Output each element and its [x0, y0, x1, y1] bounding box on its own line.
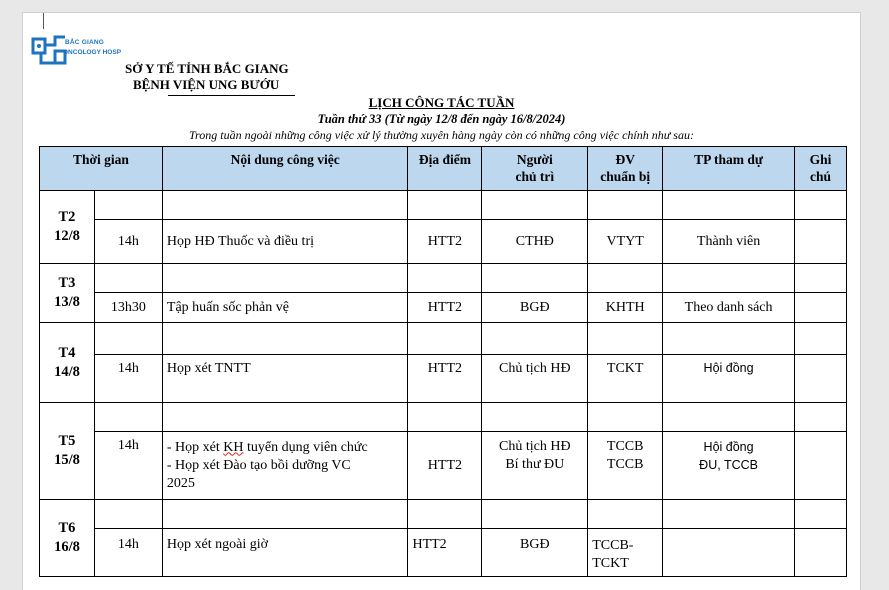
table-row — [40, 403, 847, 432]
prep-cell: TCKT — [588, 355, 663, 403]
org-name-hospital: BỆNH VIỆN UNG BƯỚU — [133, 77, 280, 92]
attend-cell: Theo danh sách — [663, 293, 795, 323]
attend-cell: Hội đồng ĐU, TCCB — [663, 432, 795, 500]
place-cell: HTT2 — [408, 220, 482, 264]
table-header-row — [40, 147, 847, 191]
table-row — [40, 500, 847, 529]
col-header-attend: TP tham dự — [663, 147, 795, 191]
place-cell: HTT2 — [408, 293, 482, 323]
time-cell: 14h — [94, 355, 162, 403]
table-row — [40, 432, 847, 500]
content-cell — [162, 432, 408, 500]
table-row — [40, 220, 847, 264]
host-cell: CTHĐ — [482, 220, 588, 264]
table-row — [40, 355, 847, 403]
margin-marker — [43, 13, 44, 29]
col-header-prep: ĐV chuẩn bị — [588, 147, 663, 191]
time-cell: 14h — [94, 432, 162, 500]
col-header-time: Thời gian — [40, 147, 163, 191]
col-header-content: Nội dung công việc — [162, 147, 408, 191]
logo-text: BẮC GIANG — [65, 39, 104, 46]
table-row — [40, 529, 847, 577]
time-cell: 14h — [94, 220, 162, 264]
content-cell: Tập huấn sốc phản vệ — [162, 293, 408, 323]
host-cell: BGĐ — [482, 529, 588, 577]
document-subtitle: Tuần thứ 33 (Từ ngày 12/8 đến ngày 16/8/2024) — [317, 112, 566, 126]
content-line: - Họp xét KH tuyển dụng viên chức — [166, 439, 368, 455]
content-cell: Họp xét ngoài giờ — [162, 529, 408, 577]
note-cell — [794, 529, 846, 577]
schedule-table — [39, 146, 847, 577]
note-cell — [794, 355, 846, 403]
prep-cell: VTYT — [588, 220, 663, 264]
org-name-department: SỞ Y TẾ TỈNH BẮC GIANG — [125, 61, 289, 76]
table-row — [40, 293, 847, 323]
day-cell: T5 15/8 — [40, 403, 95, 500]
note-cell — [794, 293, 846, 323]
day-cell: T6 16/8 — [40, 500, 95, 577]
col-header-host: Người chủ trì — [482, 147, 588, 191]
document-page — [22, 12, 861, 590]
place-cell: HTT2 — [408, 529, 482, 577]
col-header-place: Địa điểm — [408, 147, 482, 191]
attend-cell: Thành viên — [663, 220, 795, 264]
col-header-note: Ghi chú — [794, 147, 846, 191]
day-cell: T3 13/8 — [40, 264, 95, 323]
attend-cell: Hội đồng — [663, 355, 795, 403]
note-cell — [794, 220, 846, 264]
place-cell: HTT2 — [408, 355, 482, 403]
host-cell: Chủ tịch HĐ — [482, 355, 588, 403]
document-title: LỊCH CÔNG TÁC TUẦN — [368, 95, 515, 110]
logo-text: ONCOLOGY HOSP — [63, 49, 122, 56]
place-cell: HTT2 — [408, 432, 482, 500]
content-cell: Họp xét TNTT — [162, 355, 408, 403]
table-row — [40, 264, 847, 293]
host-cell: BGĐ — [482, 293, 588, 323]
day-cell: T4 14/8 — [40, 323, 95, 403]
content-line: 2025 — [166, 475, 195, 491]
host-cell: Chủ tịch HĐ Bí thư ĐU — [482, 432, 588, 500]
content-cell: Họp HĐ Thuốc và điều trị — [162, 220, 408, 264]
prep-cell: TCCB- TCKT — [588, 529, 663, 577]
table-row — [40, 323, 847, 355]
attend-cell — [663, 529, 795, 577]
content-line: - Họp xét Đào tạo bồi dưỡng VC — [166, 457, 351, 473]
prep-cell: KHTH — [588, 293, 663, 323]
time-cell: 14h — [94, 529, 162, 577]
prep-cell: TCCB TCCB — [588, 432, 663, 500]
day-cell: T2 12/8 — [40, 191, 95, 264]
note-cell — [794, 432, 846, 500]
table-row — [40, 191, 847, 220]
intro-text: Trong tuần ngoài những công việc xử lý thường xuyên hàng ngày còn có những công việc chính như sau: — [189, 128, 694, 142]
time-cell: 13h30 — [94, 293, 162, 323]
